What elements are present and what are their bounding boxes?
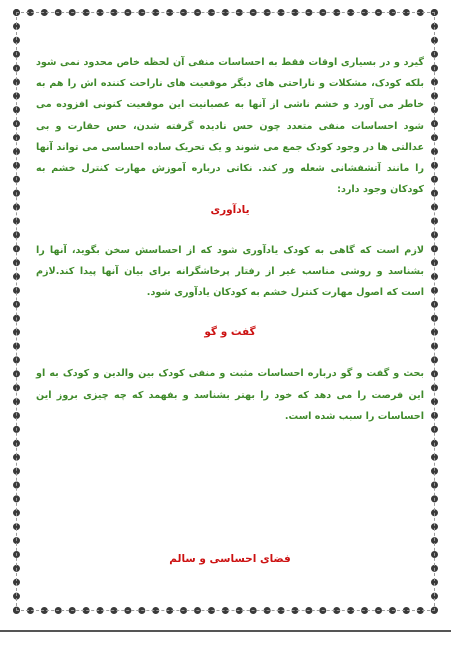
page-bottom-divider <box>0 630 451 632</box>
paragraph-conversation: بحث و گفت و گو درباره احساسات مثبت و منفی کودک بین والدین و کودک به او این فرصت را می دهد که خود را بهتر بشناسد و بفهمد که چه چیزی بروز این احساسات را سبب شده است. <box>36 368 424 422</box>
heading-healthy-emotional-space: فضای احساسی و سالم <box>169 553 291 565</box>
paragraph-anger-accumulation: گیرد و در بسیاری اوقات فقط به احساسات منفی آن لحظه خاص محدود نمی شود بلکه کودک، مشکلات و ناراحتی های دیگر موقعیت های ناراحت کننده اش را هم به خاطر می آورد و خشم ناشی از آنها به عصبانیت این موقعیت کنونی افزوده می شود احساسات منفی متعدد چون حس نادیده گرفته شدن، حس حقارت و بی عدالتی ها در وجود کودک جمع می شوند و یک تحریک ساده احساسی می تواند آنها را مانند آتشفشانی شعله ور کند. نکاتی درباره آموزش مهارت کنترل خشم به کودکان وجود دارد: <box>36 57 424 196</box>
heading-conversation: گفت و گو <box>204 326 256 339</box>
heading-reminder: یادآوری <box>210 204 250 217</box>
document-body <box>36 52 424 565</box>
paragraph-reminder: لازم است که گاهی به کودک یادآوری شود که از احساسش سخن بگوید، آنها را بشناسد و روشی مناسب غیر از رفتار پرخاشگرانه برای بیان آنها پیدا کند.لازم است که اصول مهارت کنترل خشم به کودکان یادآوری شود. <box>36 244 424 299</box>
